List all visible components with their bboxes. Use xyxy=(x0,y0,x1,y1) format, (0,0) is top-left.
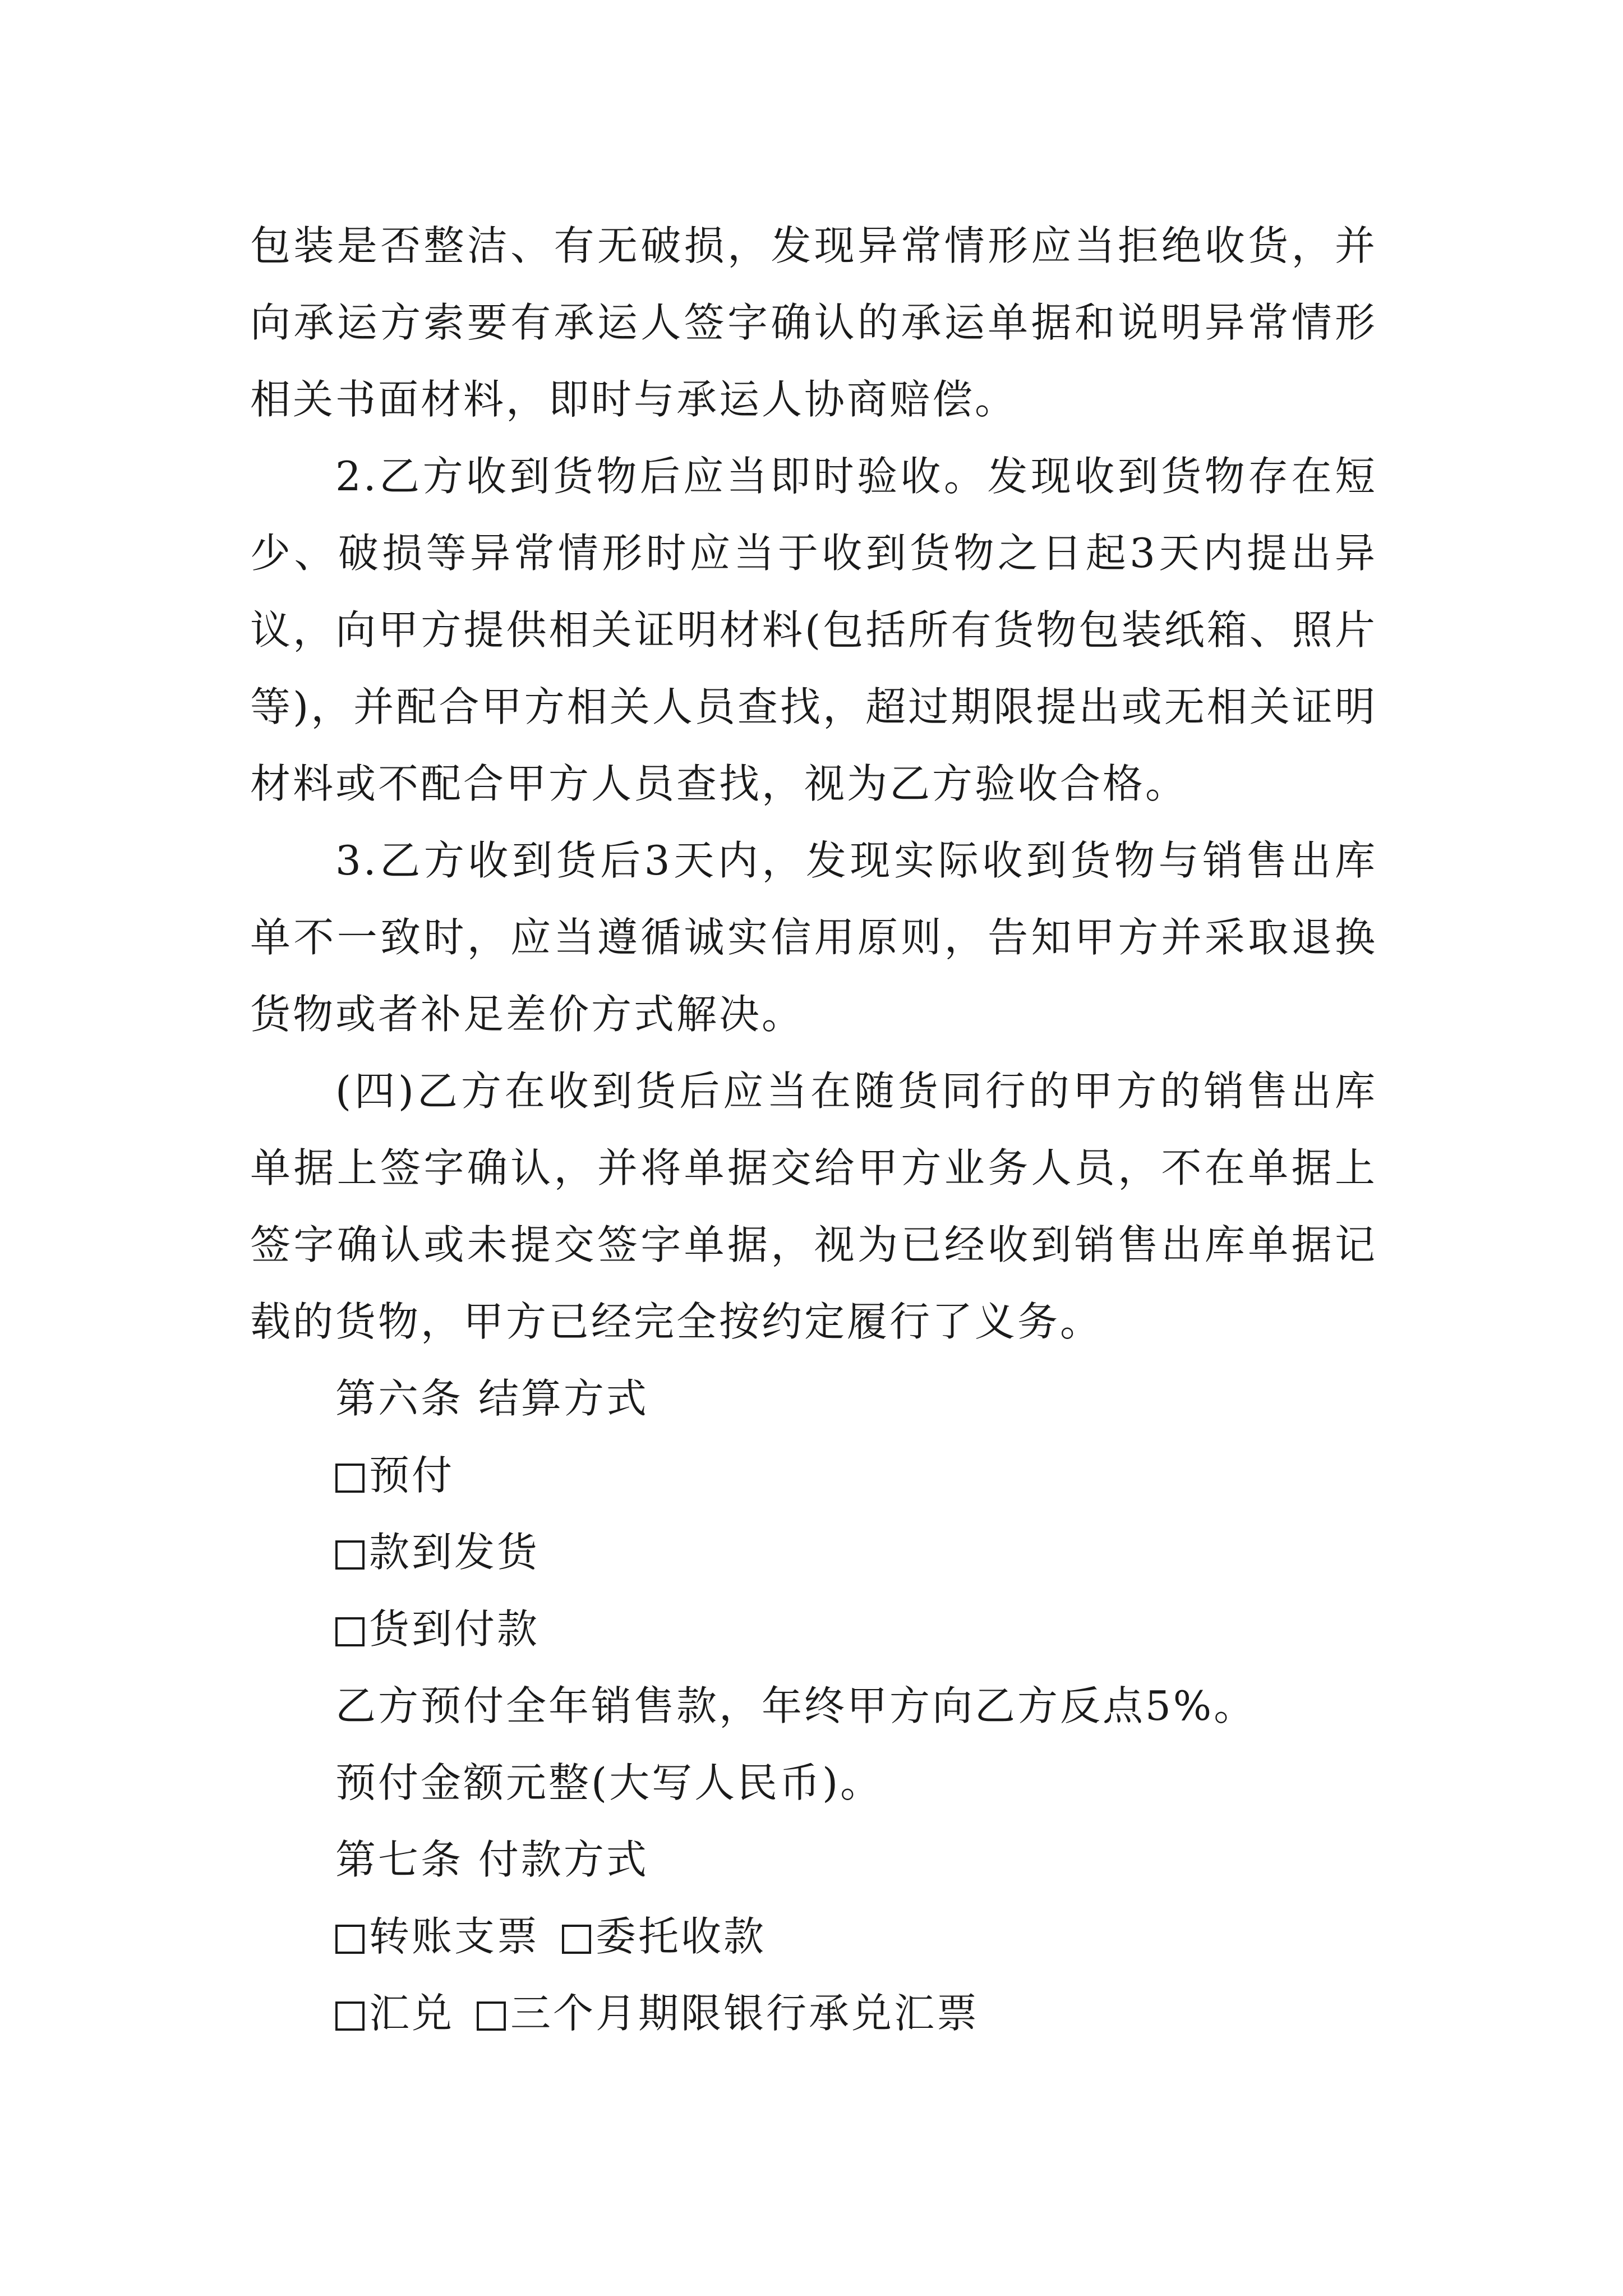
article-7-heading: 第七条 付款方式 xyxy=(335,1836,649,1883)
paragraph-item-4: (四)乙方在收到货后应当在随货同行的甲方的销售出库单据上签字确认，并将单据交给甲方业务人员，不在单据上签字确认或未提交签字单据，视为已经收到销售出库单据记载的货物，甲方已经完全按约定履行了义务。 xyxy=(250,1068,1377,1345)
checkbox-entrusted-collection[interactable] xyxy=(562,1925,591,1954)
paragraph-item-2: 2.乙方收到货物后应当即时验收。发现收到货物存在短少、破损等异常情形时应当于收到货物之日起3天内提出异议，向甲方提供相关证明材料(包括所有货物包装纸箱、照片等)，并配合甲方相关人员查找，超过期限提出或无相关证明材料或不配合甲方人员查找，视为乙方验收合格。 xyxy=(250,453,1377,807)
checkbox-bank-acceptance-draft[interactable] xyxy=(477,2001,506,2031)
checkbox-transfer-check[interactable] xyxy=(335,1925,365,1954)
option-remittance-label: 汇兑 xyxy=(369,1990,455,2037)
option-cash-on-delivery xyxy=(250,1591,1377,1668)
option-cash-on-delivery-label: 货到付款 xyxy=(369,1605,540,1653)
option-prepay-label: 预付 xyxy=(369,1452,455,1499)
paragraph-item-3: 3.乙方收到货后3天内，发现实际收到货物与销售出库单不一致时，应当遵循诚实信用原则，告知甲方并采取退换货物或者补足差价方式解决。 xyxy=(250,837,1377,1038)
checkbox-remittance[interactable] xyxy=(335,2001,365,2031)
paragraph-packaging: 包装是否整洁、有无破损，发现异常情形应当拒绝收货，并向承运方索要有承运人签字确认的承运单据和说明异常情形相关书面材料，即时与承运人协商赔偿。 xyxy=(250,222,1377,423)
option-transfer-check-label: 转账支票 xyxy=(369,1913,540,1960)
option-payment-before-shipment-label: 款到发货 xyxy=(369,1529,540,1576)
article-6-note-amount: 预付金额元整(大写人民币)。 xyxy=(335,1759,883,1806)
option-bank-acceptance-draft-label: 三个月期限银行承兑汇票 xyxy=(510,1990,980,2037)
option-payment-before-shipment xyxy=(250,1514,1377,1591)
checkbox-cash-on-delivery[interactable] xyxy=(335,1617,365,1646)
article-6-heading: 第六条 结算方式 xyxy=(335,1375,649,1422)
payment-methods-row-2 xyxy=(250,1975,1377,2052)
article-6-note-rebate: 乙方预付全年销售款，年终甲方向乙方反点5%。 xyxy=(335,1682,1257,1729)
checkbox-prepay[interactable] xyxy=(335,1464,365,1493)
document-body xyxy=(250,208,1377,2052)
option-prepay xyxy=(250,1437,1377,1514)
payment-methods-row-1 xyxy=(250,1898,1377,1975)
option-entrusted-collection-label: 委托收款 xyxy=(596,1913,767,1960)
checkbox-payment-before-shipment[interactable] xyxy=(335,1540,365,1570)
